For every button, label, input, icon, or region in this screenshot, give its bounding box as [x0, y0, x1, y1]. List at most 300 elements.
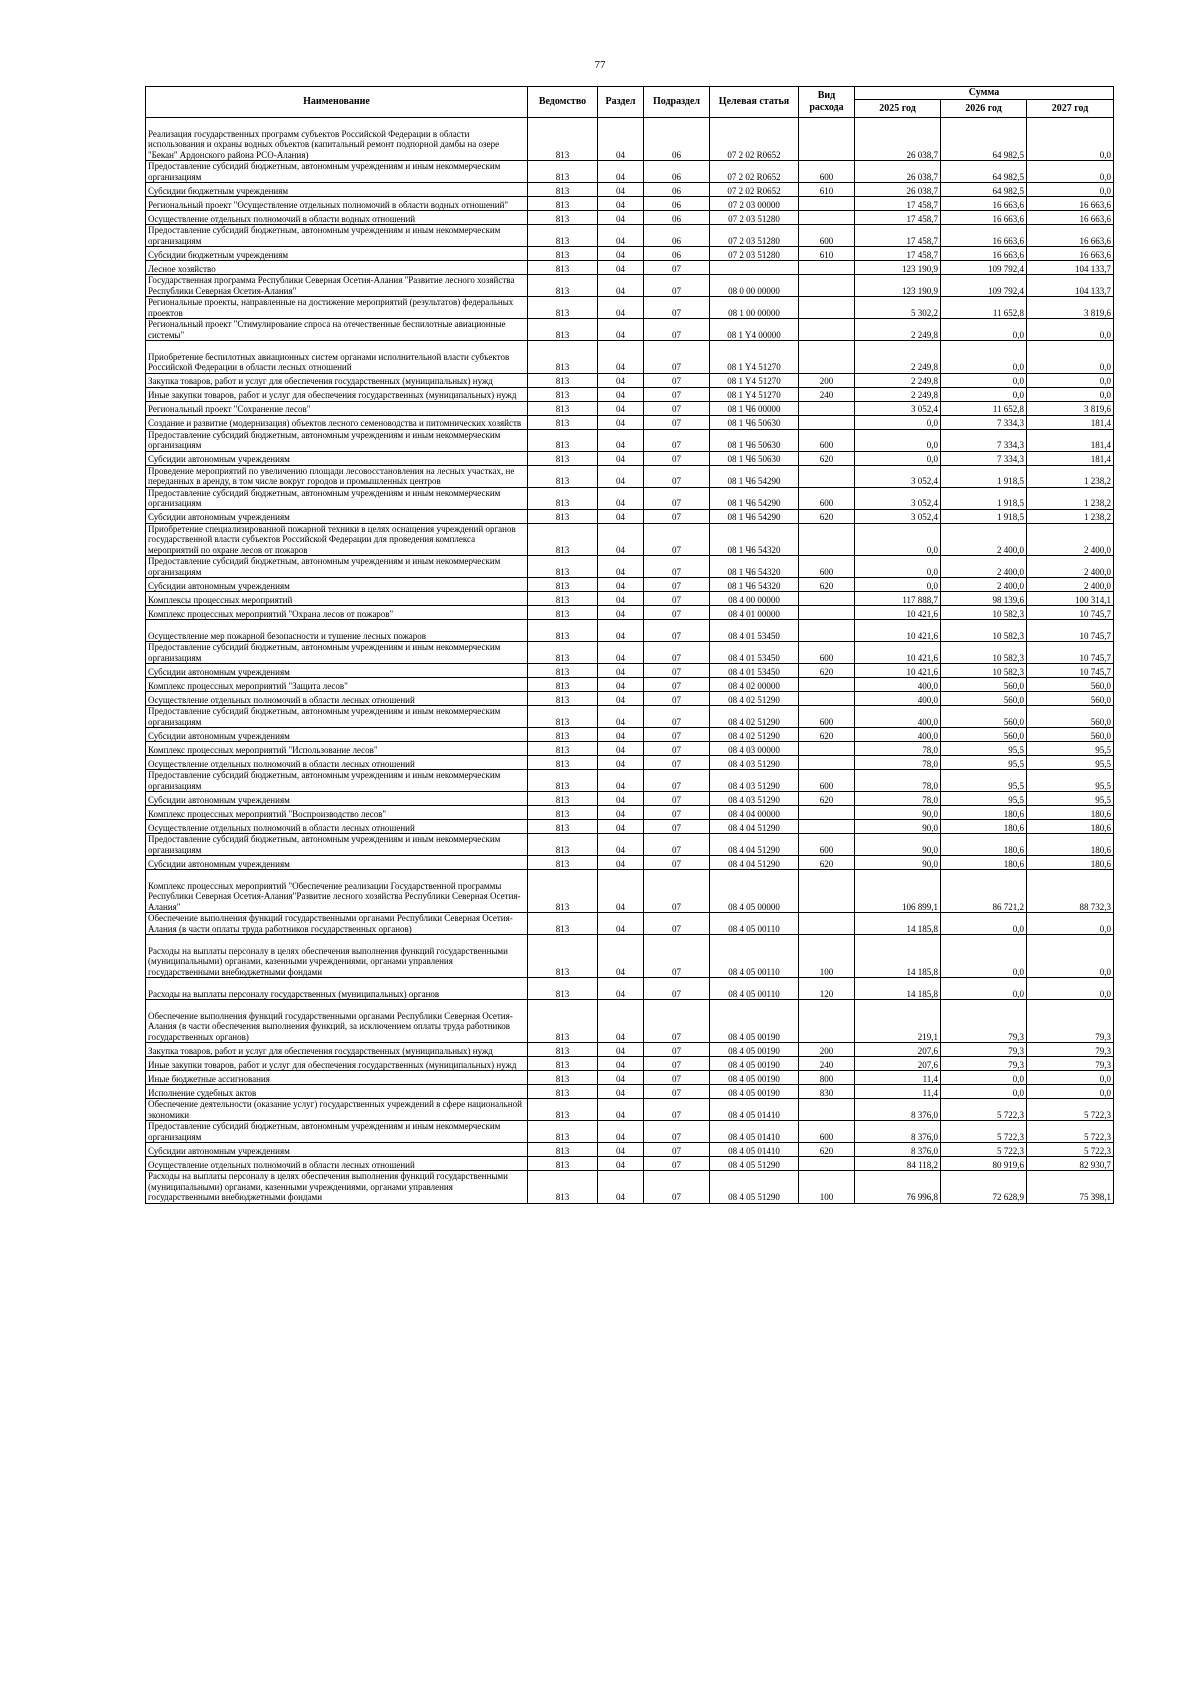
cell-name: Предоставление субсидий бюджетным, автономным учреждениям и иным некоммерческим организациям — [146, 161, 528, 183]
cell-vid-raskhoda — [799, 197, 855, 211]
cell-sum-2026: 0,0 — [941, 341, 1027, 374]
cell-vid-raskhoda — [799, 678, 855, 692]
cell-vedomstvo: 813 — [528, 183, 598, 197]
cell-sum-2027: 181,4 — [1027, 429, 1114, 451]
cell-razdel: 04 — [598, 706, 644, 728]
table-row — [146, 509, 1114, 523]
cell-vid-raskhoda: 600 — [799, 642, 855, 664]
cell-sum-2025: 14 185,8 — [855, 913, 941, 935]
cell-sum-2025: 5 302,2 — [855, 297, 941, 319]
cell-name: Региональный проект "Сохранение лесов" — [146, 401, 528, 415]
cell-podrazdel: 07 — [644, 620, 710, 642]
cell-vid-raskhoda: 120 — [799, 978, 855, 1000]
cell-sum-2026: 95,5 — [941, 756, 1027, 770]
cell-sum-2027: 181,4 — [1027, 415, 1114, 429]
cell-razdel: 04 — [598, 373, 644, 387]
cell-vedomstvo: 813 — [528, 678, 598, 692]
cell-sum-2026: 180,6 — [941, 856, 1027, 870]
cell-vedomstvo: 813 — [528, 1143, 598, 1157]
cell-razdel: 04 — [598, 692, 644, 706]
cell-vid-raskhoda — [799, 297, 855, 319]
cell-sum-2026: 0,0 — [941, 913, 1027, 935]
cell-vid-raskhoda: 620 — [799, 509, 855, 523]
table-row — [146, 319, 1114, 341]
cell-razdel: 04 — [598, 523, 644, 556]
cell-sum-2027: 180,6 — [1027, 820, 1114, 834]
table-row — [146, 401, 1114, 415]
cell-vid-raskhoda — [799, 870, 855, 913]
cell-vedomstvo: 813 — [528, 770, 598, 792]
cell-razdel: 04 — [598, 341, 644, 374]
cell-sum-2026: 10 582,3 — [941, 664, 1027, 678]
cell-podrazdel: 06 — [644, 211, 710, 225]
cell-podrazdel: 07 — [644, 935, 710, 978]
cell-name: Субсидии автономным учреждениям — [146, 856, 528, 870]
cell-celevaya-statya: 08 4 01 53450 — [710, 642, 799, 664]
table-row — [146, 870, 1114, 913]
cell-celevaya-statya: 07 2 03 51280 — [710, 211, 799, 225]
cell-celevaya-statya: 08 1 00 00000 — [710, 297, 799, 319]
cell-sum-2027: 0,0 — [1027, 1085, 1114, 1099]
cell-name: Расходы на выплаты персоналу в целях обеспечения выполнения функций государственными (муниципальными) органами, казенными учреждениями, органами управления государственными внебюджетными фондами — [146, 1171, 528, 1204]
table-row — [146, 978, 1114, 1000]
cell-celevaya-statya: 08 1 Ч6 54290 — [710, 465, 799, 487]
table-row — [146, 806, 1114, 820]
cell-vedomstvo: 813 — [528, 870, 598, 913]
cell-razdel: 04 — [598, 118, 644, 161]
cell-vedomstvo: 813 — [528, 792, 598, 806]
cell-name: Осуществление отдельных полномочий в области лесных отношений — [146, 1157, 528, 1171]
cell-sum-2025: 2 249,8 — [855, 387, 941, 401]
cell-vid-raskhoda: 600 — [799, 706, 855, 728]
table-row — [146, 820, 1114, 834]
table-row — [146, 183, 1114, 197]
cell-razdel: 04 — [598, 247, 644, 261]
cell-vedomstvo: 813 — [528, 606, 598, 620]
cell-razdel: 04 — [598, 834, 644, 856]
cell-sum-2026: 0,0 — [941, 935, 1027, 978]
cell-sum-2025: 0,0 — [855, 451, 941, 465]
table-row — [146, 1071, 1114, 1085]
cell-name: Предоставление субсидий бюджетным, автономным учреждениям и иным некоммерческим организациям — [146, 706, 528, 728]
table-row — [146, 118, 1114, 161]
cell-vedomstvo: 813 — [528, 578, 598, 592]
cell-name: Предоставление субсидий бюджетным, автономным учреждениям и иным некоммерческим организациям — [146, 487, 528, 509]
cell-sum-2027: 10 745,7 — [1027, 664, 1114, 678]
cell-name: Комплекс процессных мероприятий "Обеспечение реализации Государственной программы Республики Северная Осетия-Алания"Развитие лесного хозяйства Республики Северная Осетия-Алания" — [146, 870, 528, 913]
cell-vid-raskhoda — [799, 620, 855, 642]
cell-podrazdel: 07 — [644, 978, 710, 1000]
cell-celevaya-statya: 08 4 02 51290 — [710, 706, 799, 728]
cell-name: Субсидии бюджетным учреждениям — [146, 247, 528, 261]
cell-sum-2027: 16 663,6 — [1027, 247, 1114, 261]
cell-sum-2027: 0,0 — [1027, 161, 1114, 183]
cell-celevaya-statya: 08 4 01 53450 — [710, 664, 799, 678]
table-row — [146, 728, 1114, 742]
cell-name: Комплекс процессных мероприятий "Использование лесов" — [146, 742, 528, 756]
cell-vedomstvo: 813 — [528, 820, 598, 834]
cell-vedomstvo: 813 — [528, 806, 598, 820]
cell-podrazdel: 07 — [644, 706, 710, 728]
cell-razdel: 04 — [598, 1000, 644, 1043]
cell-podrazdel: 07 — [644, 373, 710, 387]
cell-razdel: 04 — [598, 275, 644, 297]
cell-sum-2027: 180,6 — [1027, 806, 1114, 820]
cell-sum-2025: 78,0 — [855, 742, 941, 756]
cell-sum-2025: 78,0 — [855, 756, 941, 770]
cell-podrazdel: 07 — [644, 678, 710, 692]
cell-sum-2027: 1 238,2 — [1027, 465, 1114, 487]
cell-name: Осуществление мер пожарной безопасности и тушение лесных пожаров — [146, 620, 528, 642]
cell-podrazdel: 07 — [644, 606, 710, 620]
cell-name: Предоставление субсидий бюджетным, автономным учреждениям и иным некоммерческим организациям — [146, 642, 528, 664]
cell-vedomstvo: 813 — [528, 523, 598, 556]
header-year-2027: 2027 год — [1027, 100, 1114, 118]
table-row — [146, 556, 1114, 578]
cell-celevaya-statya: 08 1 Ч6 54320 — [710, 578, 799, 592]
cell-vid-raskhoda: 600 — [799, 429, 855, 451]
cell-sum-2026: 0,0 — [941, 387, 1027, 401]
cell-sum-2026: 64 982,5 — [941, 161, 1027, 183]
cell-celevaya-statya: 08 4 03 00000 — [710, 742, 799, 756]
cell-vedomstvo: 813 — [528, 1121, 598, 1143]
cell-razdel: 04 — [598, 664, 644, 678]
table-row — [146, 247, 1114, 261]
cell-podrazdel: 07 — [644, 792, 710, 806]
cell-sum-2025: 10 421,6 — [855, 620, 941, 642]
cell-sum-2025: 84 118,2 — [855, 1157, 941, 1171]
cell-sum-2026: 2 400,0 — [941, 578, 1027, 592]
cell-vedomstvo: 813 — [528, 297, 598, 319]
cell-podrazdel: 07 — [644, 692, 710, 706]
cell-sum-2025: 90,0 — [855, 856, 941, 870]
cell-name: Субсидии автономным учреждениям — [146, 664, 528, 678]
cell-sum-2025: 11,4 — [855, 1071, 941, 1085]
table-row — [146, 642, 1114, 664]
cell-razdel: 04 — [598, 556, 644, 578]
table-row — [146, 620, 1114, 642]
cell-sum-2026: 560,0 — [941, 728, 1027, 742]
cell-podrazdel: 07 — [644, 728, 710, 742]
cell-vid-raskhoda: 600 — [799, 1121, 855, 1143]
cell-sum-2027: 16 663,6 — [1027, 211, 1114, 225]
cell-sum-2025: 219,1 — [855, 1000, 941, 1043]
cell-podrazdel: 07 — [644, 509, 710, 523]
cell-celevaya-statya: 08 1 Ч6 54320 — [710, 556, 799, 578]
table-row — [146, 856, 1114, 870]
cell-vid-raskhoda — [799, 319, 855, 341]
cell-podrazdel: 07 — [644, 1171, 710, 1204]
cell-name: Субсидии автономным учреждениям — [146, 451, 528, 465]
cell-sum-2027: 180,6 — [1027, 856, 1114, 870]
cell-podrazdel: 07 — [644, 806, 710, 820]
cell-podrazdel: 07 — [644, 820, 710, 834]
cell-podrazdel: 07 — [644, 834, 710, 856]
table-row — [146, 770, 1114, 792]
cell-vedomstvo: 813 — [528, 341, 598, 374]
cell-vid-raskhoda: 100 — [799, 935, 855, 978]
cell-sum-2026: 0,0 — [941, 1085, 1027, 1099]
cell-sum-2025: 3 052,4 — [855, 465, 941, 487]
cell-vid-raskhoda — [799, 756, 855, 770]
cell-sum-2025: 78,0 — [855, 792, 941, 806]
cell-sum-2026: 11 652,8 — [941, 401, 1027, 415]
cell-vedomstvo: 813 — [528, 1043, 598, 1057]
cell-vedomstvo: 813 — [528, 692, 598, 706]
cell-vedomstvo: 813 — [528, 211, 598, 225]
cell-vedomstvo: 813 — [528, 161, 598, 183]
cell-vid-raskhoda — [799, 1099, 855, 1121]
header-razdel: Раздел — [598, 87, 644, 118]
cell-razdel: 04 — [598, 806, 644, 820]
cell-sum-2025: 123 190,9 — [855, 261, 941, 275]
cell-sum-2027: 0,0 — [1027, 118, 1114, 161]
table-row — [146, 1171, 1114, 1204]
cell-vid-raskhoda: 600 — [799, 834, 855, 856]
cell-vedomstvo: 813 — [528, 1071, 598, 1085]
cell-podrazdel: 06 — [644, 197, 710, 211]
cell-name: Закупка товаров, работ и услуг для обеспечения государственных (муниципальных) нужд — [146, 373, 528, 387]
cell-razdel: 04 — [598, 620, 644, 642]
cell-vedomstvo: 813 — [528, 451, 598, 465]
cell-sum-2026: 2 400,0 — [941, 523, 1027, 556]
cell-sum-2026: 11 652,8 — [941, 297, 1027, 319]
cell-podrazdel: 07 — [644, 1085, 710, 1099]
cell-sum-2026: 109 792,4 — [941, 261, 1027, 275]
header-podrazdel: Подраздел — [644, 87, 710, 118]
cell-vedomstvo: 813 — [528, 978, 598, 1000]
cell-celevaya-statya: 07 2 03 51280 — [710, 247, 799, 261]
cell-sum-2025: 0,0 — [855, 415, 941, 429]
cell-vid-raskhoda — [799, 592, 855, 606]
cell-podrazdel: 07 — [644, 387, 710, 401]
cell-podrazdel: 07 — [644, 592, 710, 606]
cell-podrazdel: 06 — [644, 183, 710, 197]
cell-vid-raskhoda — [799, 1157, 855, 1171]
cell-podrazdel: 07 — [644, 465, 710, 487]
cell-sum-2027: 0,0 — [1027, 978, 1114, 1000]
cell-celevaya-statya: 08 4 05 00190 — [710, 1071, 799, 1085]
cell-celevaya-statya: 08 4 03 51290 — [710, 770, 799, 792]
cell-sum-2026: 560,0 — [941, 706, 1027, 728]
cell-name: Субсидии автономным учреждениям — [146, 578, 528, 592]
cell-vid-raskhoda: 600 — [799, 770, 855, 792]
cell-celevaya-statya: 08 4 04 51290 — [710, 834, 799, 856]
cell-name: Предоставление субсидий бюджетным, автономным учреждениям и иным некоммерческим организациям — [146, 834, 528, 856]
header-name: Наименование — [146, 87, 528, 118]
cell-razdel: 04 — [598, 592, 644, 606]
cell-vedomstvo: 813 — [528, 387, 598, 401]
cell-vedomstvo: 813 — [528, 118, 598, 161]
cell-razdel: 04 — [598, 606, 644, 620]
cell-sum-2025: 17 458,7 — [855, 225, 941, 247]
cell-podrazdel: 07 — [644, 556, 710, 578]
cell-razdel: 04 — [598, 183, 644, 197]
cell-razdel: 04 — [598, 578, 644, 592]
cell-celevaya-statya: 08 4 02 00000 — [710, 678, 799, 692]
cell-name: Региональные проекты, направленные на достижение мероприятий (результатов) федеральных проектов — [146, 297, 528, 319]
cell-name: Региональный проект "Стимулирование спроса на отечественные беспилотные авиационные системы" — [146, 319, 528, 341]
table-row — [146, 592, 1114, 606]
cell-razdel: 04 — [598, 197, 644, 211]
cell-sum-2027: 104 133,7 — [1027, 275, 1114, 297]
cell-vid-raskhoda — [799, 465, 855, 487]
cell-razdel: 04 — [598, 1099, 644, 1121]
cell-vedomstvo: 813 — [528, 275, 598, 297]
cell-celevaya-statya: 08 1 Ч6 50630 — [710, 415, 799, 429]
cell-podrazdel: 07 — [644, 415, 710, 429]
cell-sum-2026: 1 918,5 — [941, 465, 1027, 487]
cell-celevaya-statya: 08 1 Ч6 54320 — [710, 523, 799, 556]
cell-sum-2025: 117 888,7 — [855, 592, 941, 606]
cell-name: Реализация государственных программ субъектов Российской Федерации в области использования и охраны водных объектов (капитальный ремонт подпорной дамбы на озере "Бекан" Ардонского района РСО-Алания) — [146, 118, 528, 161]
cell-celevaya-statya: 08 1 Ч6 54290 — [710, 487, 799, 509]
cell-sum-2027: 2 400,0 — [1027, 578, 1114, 592]
cell-name: Осуществление отдельных полномочий в области лесных отношений — [146, 756, 528, 770]
cell-vedomstvo: 813 — [528, 429, 598, 451]
cell-celevaya-statya: 08 4 05 00000 — [710, 870, 799, 913]
cell-celevaya-statya: 08 4 05 00110 — [710, 935, 799, 978]
cell-razdel: 04 — [598, 756, 644, 770]
cell-sum-2027: 88 732,3 — [1027, 870, 1114, 913]
cell-vid-raskhoda: 600 — [799, 225, 855, 247]
table-row — [146, 1099, 1114, 1121]
cell-vid-raskhoda: 830 — [799, 1085, 855, 1099]
cell-sum-2025: 106 899,1 — [855, 870, 941, 913]
cell-name: Комплексы процессных мероприятий — [146, 592, 528, 606]
cell-razdel: 04 — [598, 678, 644, 692]
cell-podrazdel: 07 — [644, 341, 710, 374]
cell-sum-2026: 7 334,3 — [941, 451, 1027, 465]
cell-celevaya-statya: 08 4 03 51290 — [710, 756, 799, 770]
cell-sum-2027: 79,3 — [1027, 1000, 1114, 1043]
cell-vedomstvo: 813 — [528, 556, 598, 578]
cell-sum-2027: 82 930,7 — [1027, 1157, 1114, 1171]
cell-vedomstvo: 813 — [528, 415, 598, 429]
cell-razdel: 04 — [598, 161, 644, 183]
cell-sum-2026: 180,6 — [941, 820, 1027, 834]
cell-sum-2026: 72 628,9 — [941, 1171, 1027, 1204]
cell-sum-2025: 8 376,0 — [855, 1099, 941, 1121]
cell-sum-2025: 123 190,9 — [855, 275, 941, 297]
cell-sum-2026: 79,3 — [941, 1057, 1027, 1071]
cell-sum-2026: 95,5 — [941, 742, 1027, 756]
cell-name: Предоставление субсидий бюджетным, автономным учреждениям и иным некоммерческим организациям — [146, 225, 528, 247]
header-summa: Сумма — [855, 87, 1114, 100]
cell-vid-raskhoda: 100 — [799, 1171, 855, 1204]
cell-razdel: 04 — [598, 319, 644, 341]
cell-razdel: 04 — [598, 913, 644, 935]
budget-table — [145, 86, 1114, 1204]
cell-vedomstvo: 813 — [528, 1085, 598, 1099]
cell-podrazdel: 07 — [644, 913, 710, 935]
cell-name: Субсидии бюджетным учреждениям — [146, 183, 528, 197]
cell-sum-2025: 3 052,4 — [855, 487, 941, 509]
cell-name: Обеспечение выполнения функций государственными органами Республики Северная Осетия-Алания (в части обеспечения выполнения функций, за исключением оплаты труда работников государственных органов) — [146, 1000, 528, 1043]
table-row — [146, 275, 1114, 297]
cell-sum-2025: 8 376,0 — [855, 1143, 941, 1157]
cell-podrazdel: 07 — [644, 770, 710, 792]
cell-sum-2025: 0,0 — [855, 578, 941, 592]
cell-sum-2026: 95,5 — [941, 770, 1027, 792]
cell-vedomstvo: 813 — [528, 856, 598, 870]
cell-podrazdel: 07 — [644, 261, 710, 275]
table-row — [146, 487, 1114, 509]
table-row — [146, 1000, 1114, 1043]
table-row — [146, 935, 1114, 978]
cell-razdel: 04 — [598, 1043, 644, 1057]
cell-vedomstvo: 813 — [528, 620, 598, 642]
cell-vid-raskhoda — [799, 820, 855, 834]
cell-vedomstvo: 813 — [528, 509, 598, 523]
cell-vid-raskhoda: 620 — [799, 1143, 855, 1157]
cell-vid-raskhoda: 240 — [799, 1057, 855, 1071]
table-row — [146, 913, 1114, 935]
cell-sum-2026: 16 663,6 — [941, 211, 1027, 225]
cell-sum-2027: 10 745,7 — [1027, 606, 1114, 620]
cell-vid-raskhoda — [799, 261, 855, 275]
cell-celevaya-statya: 08 4 02 51290 — [710, 692, 799, 706]
cell-razdel: 04 — [598, 870, 644, 913]
table-row — [146, 523, 1114, 556]
cell-celevaya-statya: 08 4 05 01410 — [710, 1121, 799, 1143]
cell-vid-raskhoda — [799, 275, 855, 297]
cell-sum-2026: 98 139,6 — [941, 592, 1027, 606]
cell-vid-raskhoda: 620 — [799, 664, 855, 678]
cell-podrazdel: 07 — [644, 523, 710, 556]
cell-celevaya-statya: 08 4 05 51290 — [710, 1171, 799, 1204]
cell-sum-2027: 79,3 — [1027, 1043, 1114, 1057]
cell-sum-2027: 5 722,3 — [1027, 1143, 1114, 1157]
cell-celevaya-statya: 07 2 03 00000 — [710, 197, 799, 211]
cell-vid-raskhoda: 620 — [799, 728, 855, 742]
cell-sum-2027: 104 133,7 — [1027, 261, 1114, 275]
cell-celevaya-statya: 08 1 Ч6 50630 — [710, 451, 799, 465]
table-row — [146, 261, 1114, 275]
cell-vid-raskhoda — [799, 692, 855, 706]
cell-vedomstvo: 813 — [528, 225, 598, 247]
cell-sum-2026: 86 721,2 — [941, 870, 1027, 913]
cell-sum-2025: 26 038,7 — [855, 161, 941, 183]
cell-podrazdel: 07 — [644, 1071, 710, 1085]
cell-name: Иные бюджетные ассигнования — [146, 1071, 528, 1085]
cell-sum-2026: 560,0 — [941, 678, 1027, 692]
cell-vedomstvo: 813 — [528, 742, 598, 756]
cell-celevaya-statya: 07 2 02 R0652 — [710, 161, 799, 183]
cell-razdel: 04 — [598, 225, 644, 247]
cell-razdel: 04 — [598, 211, 644, 225]
cell-razdel: 04 — [598, 451, 644, 465]
cell-sum-2025: 0,0 — [855, 523, 941, 556]
table-row — [146, 161, 1114, 183]
cell-razdel: 04 — [598, 261, 644, 275]
cell-razdel: 04 — [598, 820, 644, 834]
cell-sum-2027: 3 819,6 — [1027, 297, 1114, 319]
cell-sum-2025: 11,4 — [855, 1085, 941, 1099]
cell-sum-2025: 400,0 — [855, 706, 941, 728]
cell-podrazdel: 07 — [644, 1000, 710, 1043]
cell-sum-2027: 0,0 — [1027, 373, 1114, 387]
cell-celevaya-statya: 08 1 Y4 51270 — [710, 373, 799, 387]
cell-vid-raskhoda: 600 — [799, 161, 855, 183]
cell-sum-2027: 10 745,7 — [1027, 620, 1114, 642]
cell-vedomstvo: 813 — [528, 401, 598, 415]
cell-podrazdel: 07 — [644, 664, 710, 678]
cell-celevaya-statya: 08 4 05 01410 — [710, 1143, 799, 1157]
cell-sum-2027: 95,5 — [1027, 770, 1114, 792]
cell-sum-2027: 5 722,3 — [1027, 1099, 1114, 1121]
cell-celevaya-statya: 08 0 00 00000 — [710, 275, 799, 297]
